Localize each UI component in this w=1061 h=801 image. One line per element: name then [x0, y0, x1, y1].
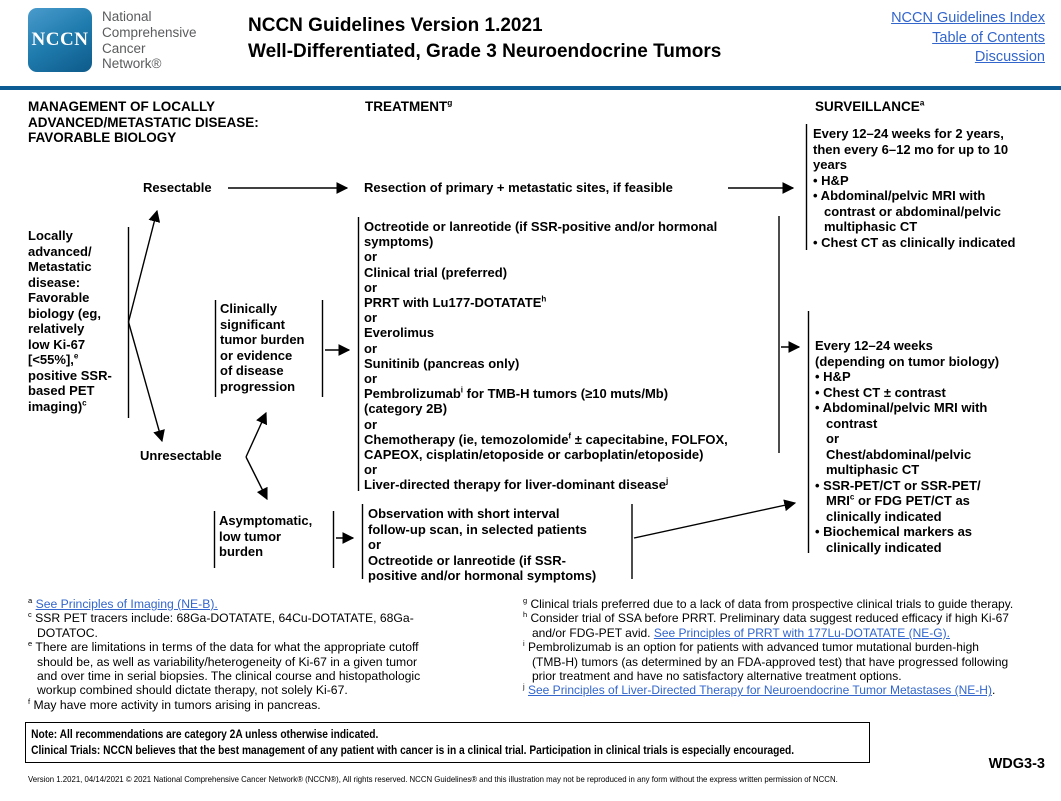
- node-clinically-significant-burden: Clinically significant tumor burden or evidence of disease progression: [220, 301, 305, 394]
- copyright-text: Version 1.2021, 04/14/2021 © 2021 National Comprehensive Cancer Network® (NCCN®), All rights reserved. NCCN Guidelines® and this illustration may not be reproduced in any form without the express written permission of NCCN.: [28, 774, 838, 784]
- node-observation-option: Observation with short interval follow-up scan, in selected patients or Octreotide or lanreotide (if SSR- positive and/or hormonal symptoms): [368, 506, 597, 583]
- nccn-logo-text: NCCN: [31, 29, 89, 50]
- footnote-marker: i: [460, 385, 464, 395]
- column-header-management: MANAGEMENT OF LOCALLY ADVANCED/METASTATIC DISEASE: FAVORABLE BIOLOGY: [28, 99, 259, 145]
- node-surveillance-resected: Every 12–24 weeks for 2 years, then every 6–12 mo for up to 10 years • H&P • Abdominal/pelvic MRI with contrast or abdominal/pelvic multiphasic CT • Chest CT as clinically indicated: [813, 126, 1016, 250]
- page-label: WDG3-3: [988, 756, 1045, 772]
- org-name: National Comprehensive Cancer Network®: [102, 9, 197, 72]
- nccn-logo: [28, 8, 92, 72]
- title-line-2: Well-Differentiated, Grade 3 Neuroendocrine Tumors: [248, 41, 722, 62]
- link-table-of-contents[interactable]: Table of Contents: [932, 29, 1045, 46]
- footnote-marker: i: [523, 639, 525, 649]
- clinical-trials-line: Clinical Trials: NCCN believes that the best management of any patient with cancer is in a clinical trial. Participation in clinical trials is especially encouraged.: [31, 742, 795, 757]
- note-line: Note: All recommendations are category 2A unless otherwise indicated.: [31, 727, 379, 741]
- footnotes-left-column: $^a$ See Principles of Imaging (NE-B). $^c$ SSR PET tracers include: 68Ga-DOTATATE, 64Cu-DOTATATE, 68Ga- DOTATOC. $^e$ There are limitations in terms of the data for what the appropriate cutoff should be, as well as variability/heterogeneity of Ki-67 in a given tumor and over time in serial biopsies. The clinical course and histopathologic workup combined should dictate therapy, not solely Ki-67. $^f$ May have more activity in tumors arising in pancreas.: [28, 595, 421, 712]
- link-discussion[interactable]: Discussion: [974, 49, 1045, 65]
- footnote-marker: f: [28, 696, 31, 706]
- footnote-marker: h: [523, 610, 528, 620]
- doc-link[interactable]: See Principles of Liver-Directed Therapy for Neuroendocrine Tumor Metastases (NE-H): [528, 683, 992, 698]
- footnote-marker: g: [447, 97, 453, 108]
- note-box: [25, 722, 870, 763]
- footnote-marker: a: [28, 595, 33, 605]
- footnote-marker: h: [541, 294, 547, 304]
- header-divider-bar: [0, 86, 1061, 90]
- title-line-1: NCCN Guidelines Version 1.2021: [248, 15, 543, 36]
- footnote-marker: f: [568, 431, 572, 441]
- node-resection-treatment: Resection of primary + metastatic sites, if feasible: [364, 180, 673, 195]
- footnote-marker: c: [82, 398, 87, 408]
- footnote-marker: j: [523, 682, 525, 692]
- column-header-surveillance: SURVEILLANCE$^a$: [815, 97, 925, 114]
- footnote-marker: g: [523, 596, 528, 605]
- node-treatment-options: Octreotide or lanreotide (if SSR-positive and/or hormonal symptoms) or Clinical trial (preferred) or PRRT with Lu177-DOTATATE$^h$ or Everolimus or Sunitinib (pancreas only) or Pembrolizumab$^i$ for TMB-H tumors (≥10 muts/Mb) (category 2B) or Chemotherapy (ie, temozolomide$^f$ ± capecitabine, FOLFOX, CAPEOX, cisplatin/etoposide or carboplatin/etoposide) or Liver-directed therapy for liver-dominant disease$^j$: [364, 219, 728, 493]
- doc-link[interactable]: See Principles of Imaging (NE-B).: [35, 597, 218, 611]
- page-title: [248, 13, 721, 65]
- node-surveillance-unresectable: Every 12–24 weeks (depending on tumor biology) • H&P • Chest CT ± contrast • Abdominal/pelvic MRI with contrast or Chest/abdominal/pelvic multiphasic CT • SSR-PET/CT or SSR-PET/ MRI$^c$ or FDG PET/CT as clinically indicated • Biochemical markers as clinically indicated: [815, 338, 1000, 555]
- footnote-marker: c: [849, 492, 855, 502]
- column-header-treatment: TREATMENT$^g$: [365, 97, 453, 114]
- doc-link[interactable]: See Principles of PRRT with 177Lu-DOTATATE (NE-G).: [653, 625, 950, 640]
- footnote-marker: c: [28, 610, 32, 620]
- note-box-text: [26, 723, 870, 758]
- footnote-marker: j: [665, 477, 669, 487]
- footnotes-right-column: $^g$ Clinical trials preferred due to a lack of data from prospective clinical trials to guide therapy. $^h$ Consider trial of SSA before PRRT. Preliminary data suggest reduced efficacy if high Ki-67 and/or FDG-PET avid. See Principles of PRRT with 177Lu-DOTATATE (NE-G). $^i$ Pembrolizumab is an option for patients with advanced tumor mutational burden-high (TMB-H) tumors (as determined by an FDA-approved test) that have progressed following prior treatment and have no satisfactory alternative treatment options. $^j$ See Principles of Liver-Directed Therapy for Neuroendocrine Tumor Metastases (NE-H).: [523, 596, 1014, 698]
- footnote-marker: a: [919, 97, 925, 108]
- footnote-marker: e: [73, 351, 79, 361]
- node-locally-advanced-metastatic: Locally advanced/ Metastatic disease: Favorable biology (eg, relatively low Ki-67 [<55%],$^e$ positive SSR- based PET imaging)$^c$: [28, 228, 112, 414]
- link-nccn-guidelines-index[interactable]: NCCN Guidelines Index: [891, 10, 1045, 26]
- footnote-marker: e: [28, 639, 33, 649]
- node-unresectable-label: Unresectable: [140, 448, 222, 463]
- node-resectable-label: Resectable: [143, 180, 212, 195]
- node-asymptomatic-low-burden: Asymptomatic, low tumor burden: [219, 513, 313, 559]
- header-links: [891, 9, 1045, 68]
